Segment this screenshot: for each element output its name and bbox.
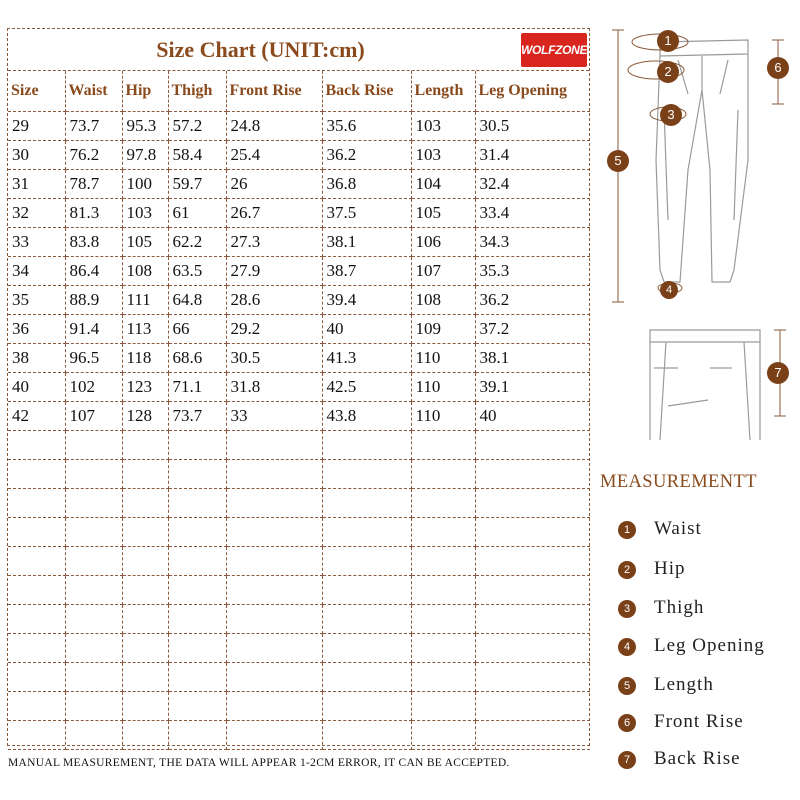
empty-table-cell [8,517,65,546]
table-row [8,256,590,285]
empty-table-cell [122,517,168,546]
measurement-label: Front Rise [654,711,744,732]
empty-table-cell [226,662,322,691]
measurement-item-hip [618,558,798,580]
table-cell: 34.3 [475,227,590,256]
empty-table-cell [411,459,475,488]
measurement-item-thigh [618,597,798,619]
measurement-item-front-rise [618,711,798,733]
table-cell: 33 [226,401,322,430]
empty-table-cell [8,662,65,691]
table-cell: 111 [122,285,168,314]
table-cell: 88.9 [65,285,122,314]
empty-table-cell [475,546,590,575]
empty-table-cell [65,691,122,720]
table-cell: 40 [475,401,590,430]
table-cell: 39.4 [322,285,411,314]
empty-table-cell [122,488,168,517]
empty-table-cell [226,720,322,749]
measurement-note: MANUAL MEASUREMENT, THE DATA WILL APPEAR 1-2CM ERROR, IT CAN BE ACCEPTED. [8,757,510,769]
marker-5-icon: 5 [607,150,629,172]
table-cell: 39.1 [475,372,590,401]
table-cell: 40 [8,372,65,401]
empty-table-cell [65,720,122,749]
table-cell: 81.3 [65,198,122,227]
table-cell: 109 [411,314,475,343]
empty-table-cell [168,575,226,604]
table-cell: 38.7 [322,256,411,285]
empty-table-cell [122,575,168,604]
empty-table-cell [122,633,168,662]
table-cell: 110 [411,343,475,372]
marker-2-icon: 2 [657,61,679,83]
empty-table-cell [8,604,65,633]
empty-table-row [8,691,590,720]
table-cell: 31.4 [475,140,590,169]
empty-table-cell [322,662,411,691]
table-cell: 102 [65,372,122,401]
empty-table-cell [168,633,226,662]
table-cell: 104 [411,169,475,198]
empty-table-cell [226,430,322,459]
table-cell: 26 [226,169,322,198]
empty-table-cell [168,517,226,546]
table-cell: 107 [411,256,475,285]
table-cell: 27.3 [226,227,322,256]
empty-table-cell [122,430,168,459]
empty-table-row [8,488,590,517]
table-cell: 35.6 [322,111,411,140]
empty-table-cell [475,575,590,604]
table-cell: 24.8 [226,111,322,140]
marker-7-icon: 7 [767,362,789,384]
table-cell: 58.4 [168,140,226,169]
empty-table-cell [322,633,411,662]
empty-table-cell [168,488,226,517]
empty-table-cell [475,488,590,517]
empty-table-cell [475,633,590,662]
number-1-icon: 1 [618,521,636,539]
empty-table-cell [65,546,122,575]
table-cell: 63.5 [168,256,226,285]
table-cell: 123 [122,372,168,401]
table-cell: 110 [411,372,475,401]
empty-table-cell [65,575,122,604]
column-header: Length [411,71,475,111]
measurement-label: Leg Opening [654,635,765,656]
empty-table-cell [122,546,168,575]
table-cell: 31.8 [226,372,322,401]
table-row [8,111,590,140]
brand-logo [521,33,587,67]
table-cell: 78.7 [65,169,122,198]
table-cell: 34 [8,256,65,285]
table-cell: 118 [122,343,168,372]
column-header: Size [8,71,65,111]
table-cell: 96.5 [65,343,122,372]
empty-table-cell [226,488,322,517]
empty-table-cell [8,633,65,662]
table-cell: 37.2 [475,314,590,343]
empty-table-cell [65,662,122,691]
table-cell: 30 [8,140,65,169]
empty-table-row [8,633,590,662]
empty-table-cell [322,604,411,633]
empty-table-cell [475,604,590,633]
empty-table-cell [411,430,475,459]
table-cell: 36 [8,314,65,343]
empty-table-cell [8,575,65,604]
empty-table-cell [8,546,65,575]
table-cell: 95.3 [122,111,168,140]
empty-table-cell [411,546,475,575]
table-row [8,198,590,227]
table-cell: 41.3 [322,343,411,372]
empty-table-cell [411,604,475,633]
table-cell: 42 [8,401,65,430]
table-cell: 29 [8,111,65,140]
table-cell: 25.4 [226,140,322,169]
table-cell: 42.5 [322,372,411,401]
marker-1-icon: 1 [657,30,679,52]
empty-table-row [8,517,590,546]
empty-table-cell [322,546,411,575]
table-cell: 38 [8,343,65,372]
table-cell: 64.8 [168,285,226,314]
column-header: Back Rise [322,71,411,111]
pants-illustration [598,20,798,450]
empty-table-row [8,575,590,604]
empty-table-cell [411,720,475,749]
column-header: Waist [65,71,122,111]
empty-table-cell [475,691,590,720]
empty-table-row [8,459,590,488]
number-3-icon: 3 [618,600,636,618]
empty-table-cell [65,430,122,459]
table-cell: 32.4 [475,169,590,198]
table-cell: 108 [122,256,168,285]
marker-4-icon: 4 [660,281,678,299]
empty-table-cell [122,459,168,488]
number-6-icon: 6 [618,714,636,732]
table-cell: 100 [122,169,168,198]
empty-table-cell [322,575,411,604]
empty-table-cell [226,633,322,662]
empty-table-cell [226,459,322,488]
table-cell: 73.7 [168,401,226,430]
measurement-label: Length [654,674,714,695]
empty-table-cell [8,459,65,488]
number-7-icon: 7 [618,751,636,769]
table-cell: 76.2 [65,140,122,169]
table-cell: 106 [411,227,475,256]
table-cell: 36.2 [475,285,590,314]
table-cell: 97.8 [122,140,168,169]
empty-table-cell [226,604,322,633]
empty-table-cell [226,517,322,546]
empty-table-cell [322,488,411,517]
table-cell: 40 [322,314,411,343]
empty-table-row [8,546,590,575]
empty-table-cell [411,575,475,604]
table-cell: 35 [8,285,65,314]
marker-6-icon: 6 [767,57,789,79]
empty-table-cell [168,720,226,749]
empty-table-cell [475,459,590,488]
table-cell: 38.1 [475,343,590,372]
table-cell: 113 [122,314,168,343]
table-cell: 36.8 [322,169,411,198]
table-cell: 73.7 [65,111,122,140]
table-cell: 103 [122,198,168,227]
table-cell: 28.6 [226,285,322,314]
empty-table-cell [122,691,168,720]
column-header: Thigh [168,71,226,111]
empty-table-cell [65,633,122,662]
measurement-item-waist [618,518,798,540]
empty-table-cell [8,488,65,517]
empty-table-cell [475,662,590,691]
empty-table-cell [8,720,65,749]
table-cell: 91.4 [65,314,122,343]
table-cell: 26.7 [226,198,322,227]
table-cell: 38.1 [322,227,411,256]
empty-table-cell [475,720,590,749]
size-table-header-row [8,71,590,111]
empty-table-cell [411,662,475,691]
empty-table-row [8,604,590,633]
size-chart-title: Size Chart (UNIT:cm) [156,37,365,62]
table-cell: 61 [168,198,226,227]
empty-table-cell [168,691,226,720]
table-cell: 103 [411,111,475,140]
size-chart [7,28,590,746]
table-cell: 37.5 [322,198,411,227]
empty-table-cell [168,662,226,691]
measurement-label: Back Rise [654,748,741,769]
table-row [8,169,590,198]
table-cell: 32 [8,198,65,227]
size-table [8,71,590,750]
measurement-label: Thigh [654,597,705,618]
table-row [8,227,590,256]
empty-table-cell [122,662,168,691]
table-cell: 27.9 [226,256,322,285]
empty-table-cell [226,575,322,604]
table-cell: 35.3 [475,256,590,285]
measurement-label: Waist [654,518,702,539]
empty-table-cell [322,720,411,749]
table-cell: 83.8 [65,227,122,256]
table-cell: 30.5 [475,111,590,140]
table-row [8,140,590,169]
table-row [8,372,590,401]
empty-table-cell [8,691,65,720]
number-5-icon: 5 [618,677,636,695]
size-table-body [8,111,590,749]
table-cell: 110 [411,401,475,430]
measurement-title: MEASUREMENTT [600,472,757,492]
table-cell: 30.5 [226,343,322,372]
measurement-item-back-rise [618,748,798,770]
table-cell: 105 [122,227,168,256]
empty-table-cell [322,430,411,459]
empty-table-cell [168,459,226,488]
table-cell: 107 [65,401,122,430]
table-cell: 57.2 [168,111,226,140]
table-cell: 68.6 [168,343,226,372]
brand-logo-text: WOLFZONE [521,43,588,57]
measurement-item-leg-opening [618,635,798,657]
empty-table-cell [168,604,226,633]
table-cell: 86.4 [65,256,122,285]
empty-table-row [8,430,590,459]
table-cell: 71.1 [168,372,226,401]
table-row [8,285,590,314]
empty-table-cell [122,604,168,633]
table-cell: 31 [8,169,65,198]
column-header: Front Rise [226,71,322,111]
table-row [8,401,590,430]
column-header: Leg Opening [475,71,590,111]
table-row [8,314,590,343]
table-cell: 103 [411,140,475,169]
empty-table-cell [411,517,475,546]
empty-table-row [8,720,590,749]
table-cell: 105 [411,198,475,227]
marker-3-icon: 3 [660,104,682,126]
number-4-icon: 4 [618,638,636,656]
number-2-icon: 2 [618,561,636,579]
column-header: Hip [122,71,168,111]
empty-table-cell [322,691,411,720]
measurement-label: Hip [654,558,686,579]
table-cell: 43.8 [322,401,411,430]
empty-table-cell [322,459,411,488]
table-cell: 59.7 [168,169,226,198]
table-cell: 33 [8,227,65,256]
empty-table-cell [168,430,226,459]
empty-table-cell [168,546,226,575]
empty-table-cell [411,633,475,662]
table-cell: 108 [411,285,475,314]
table-cell: 66 [168,314,226,343]
empty-table-cell [322,517,411,546]
empty-table-cell [8,430,65,459]
empty-table-cell [65,604,122,633]
empty-table-cell [411,691,475,720]
table-cell: 128 [122,401,168,430]
table-cell: 33.4 [475,198,590,227]
table-cell: 62.2 [168,227,226,256]
measurement-item-length [618,674,798,696]
table-cell: 36.2 [322,140,411,169]
table-row [8,343,590,372]
table-cell: 29.2 [226,314,322,343]
empty-table-cell [226,546,322,575]
empty-table-cell [65,517,122,546]
empty-table-row [8,662,590,691]
empty-table-cell [475,517,590,546]
empty-table-cell [411,488,475,517]
pants-diagram [598,20,798,450]
empty-table-cell [475,430,590,459]
empty-table-cell [65,459,122,488]
size-chart-header [8,29,589,71]
empty-table-cell [65,488,122,517]
empty-table-cell [122,720,168,749]
empty-table-cell [226,691,322,720]
